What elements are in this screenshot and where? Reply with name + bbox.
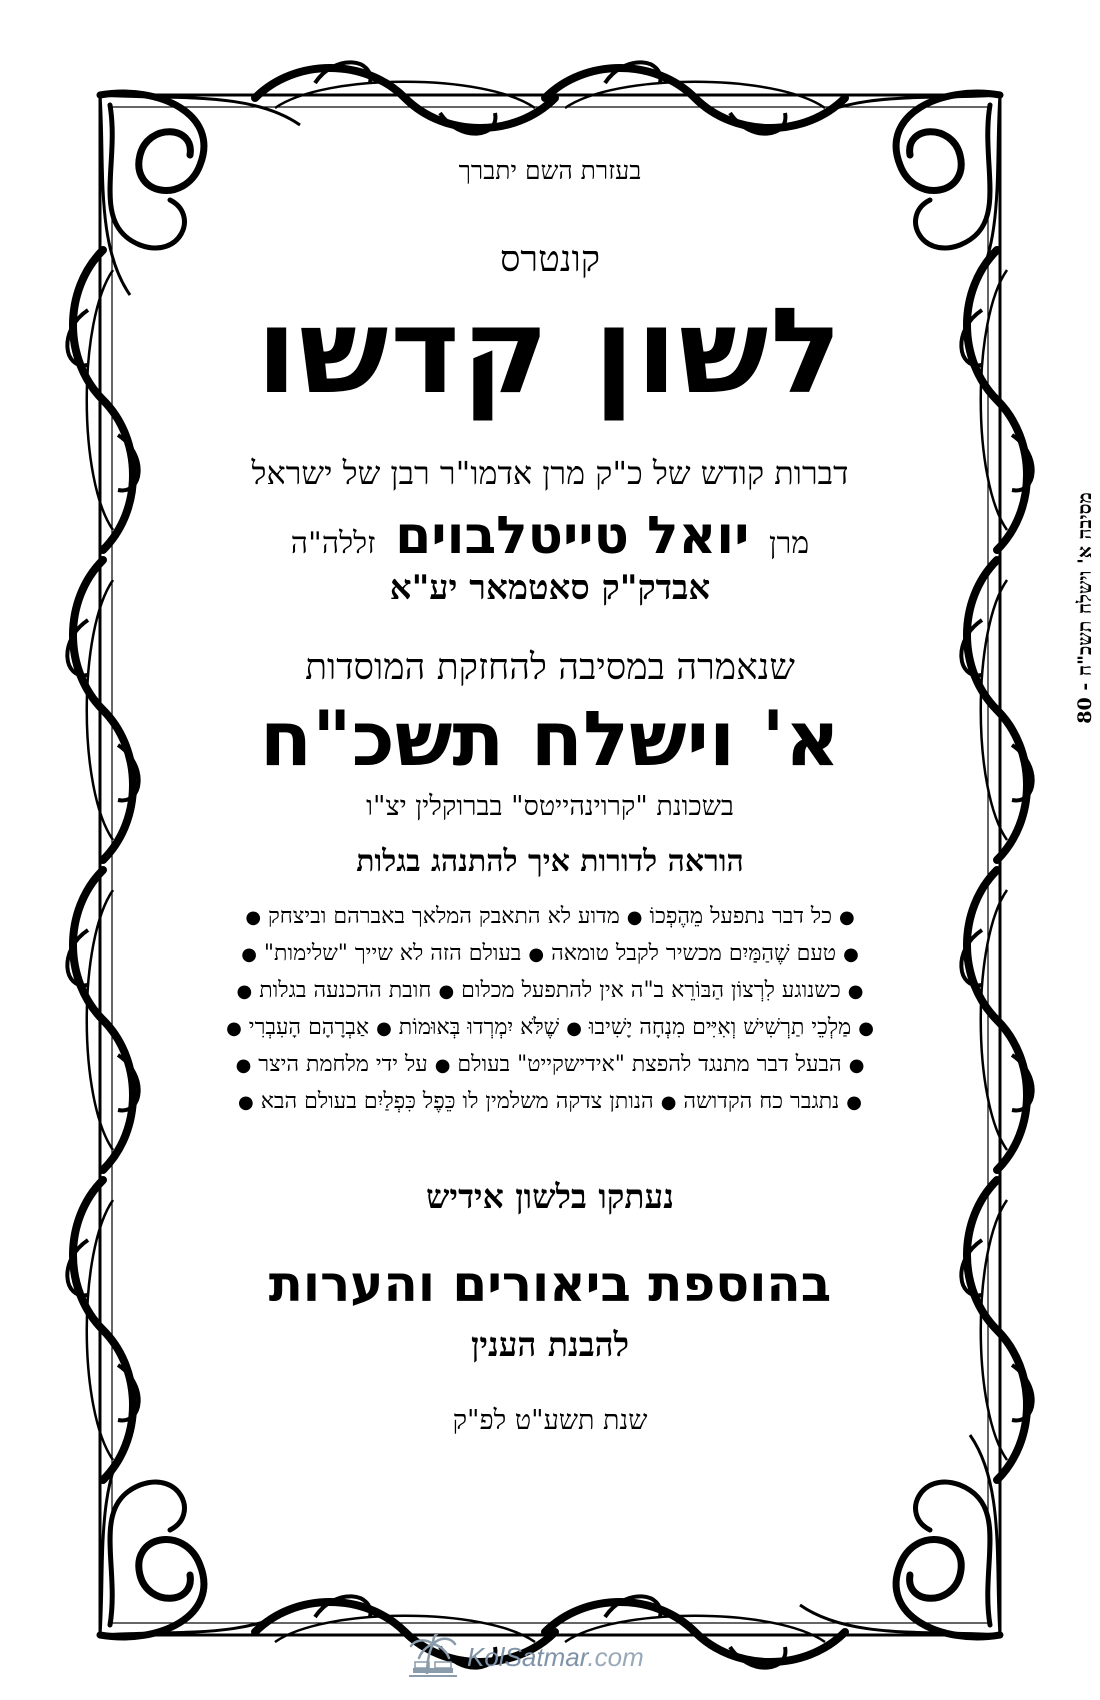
bullet-icon: ● xyxy=(626,906,643,928)
watermark-text xyxy=(467,1642,644,1673)
bullet-icon: ● xyxy=(376,1017,392,1039)
occasion-location: בשכונת "קרוינהייטס" בברוקלין יצ"ו xyxy=(366,790,734,822)
topic-item: הנותן צדקה משלמין לו כֵּפֶל כִּפְלַיִם בעולם הבא xyxy=(260,1088,654,1114)
book-title: לשון קדשו xyxy=(256,282,844,420)
topic-item: מַלְכֵי תַרְשִׁישׁ וְאִיִּים מִנְחָה יָשִׁיבוּ xyxy=(588,1014,852,1040)
blessing-line: בעזרת השם יתברך xyxy=(458,156,642,185)
bullet-icon: ● xyxy=(236,980,253,1002)
bullet-icon: ● xyxy=(660,1091,677,1113)
topic-item: שֶׁלֹּא יִמְרְדוּ בְּאוּמוֹת xyxy=(398,1014,560,1040)
bullet-icon: ● xyxy=(528,943,545,965)
bullet-icon: ● xyxy=(858,1017,874,1039)
bullet-icon: ● xyxy=(438,980,455,1002)
speaker-prefix: מרן xyxy=(769,525,810,561)
topic-item: טעם שֶׁהַמַּיִם מכשיר לקבל טומאה xyxy=(551,940,837,966)
palm-tree-books-logo-icon xyxy=(405,1634,461,1680)
understanding-line: להבנת הענין xyxy=(470,1324,630,1364)
topic-row xyxy=(175,1010,925,1047)
bullet-icon: ● xyxy=(848,1054,865,1076)
kuntres-label: קונטרס xyxy=(499,239,601,280)
bullet-icon: ● xyxy=(838,906,855,928)
bullet-icon: ● xyxy=(226,1017,242,1039)
bullet-icon: ● xyxy=(237,1091,254,1113)
bullet-icon: ● xyxy=(241,943,257,965)
topic-item: חובת ההכנעה בגלות xyxy=(259,977,432,1003)
topic-item: על ידי מלחמת היצר xyxy=(258,1051,428,1077)
topics-list xyxy=(175,899,925,1121)
topic-item: כל דבר נתפעל מֵהֶפְכוֹ xyxy=(649,903,832,929)
watermark xyxy=(405,1634,644,1680)
bullet-icon: ● xyxy=(245,906,262,928)
topic-row xyxy=(175,973,925,1010)
occasion-date: א' וישלח תשכ"ח xyxy=(259,693,841,783)
translation-note: נעתקו בלשון אידיש xyxy=(426,1176,674,1216)
additions-heading: בהוספת ביאורים והערות xyxy=(268,1254,832,1313)
topic-item: הבעל דבר מתנגד להפצת "אידישקייט" בעולם xyxy=(457,1051,842,1077)
topic-item: אַבְרָהָם הָעִבְרִי xyxy=(248,1014,370,1040)
topic-item: כשנוגע לִרְצוֹן הַבּוֹרֵא ב"ה אין להתפעל מכלום xyxy=(461,977,841,1003)
topic-item: בעולם הזה לא שייך "שלימות" xyxy=(263,940,522,966)
bullet-icon: ● xyxy=(434,1054,451,1076)
topic-item: נתגבר כח הקדושה xyxy=(683,1088,840,1114)
bullet-icon: ● xyxy=(846,1091,863,1113)
bullet-icon: ● xyxy=(566,1017,582,1039)
speaker-name-row xyxy=(175,506,925,566)
occasion-line: שנאמרה במסיבה להחזקת המוסדות xyxy=(305,646,795,688)
instruction-heading: הוראה לדורות איך להתנהג בגלות xyxy=(356,843,744,879)
topic-item: מדוע לא התאבק המלאך באברהם וביצחק xyxy=(268,903,620,929)
topic-row xyxy=(175,936,925,973)
title-page-content xyxy=(175,148,925,1436)
watermark-brand: KolSatmar xyxy=(467,1641,588,1672)
topic-row xyxy=(175,1084,925,1121)
speaker-suffix: זללה"ה xyxy=(290,525,376,561)
topic-row xyxy=(175,1047,925,1084)
bullet-icon: ● xyxy=(235,1054,252,1076)
topic-row xyxy=(175,899,925,936)
speaker-name: יואל טייטלבוים xyxy=(395,505,750,566)
watermark-domain: .com xyxy=(587,1641,644,1672)
speaker-title: אבדק"ק סאטמאר יע"א xyxy=(389,567,711,608)
publication-year: שנת תשע"ט לפ"ק xyxy=(452,1404,648,1436)
speaker-line: דברות קודש של כ"ק מרן אדמו"ר רבן של ישראל xyxy=(251,453,849,492)
bullet-icon: ● xyxy=(847,980,864,1002)
bullet-icon: ● xyxy=(843,943,859,965)
side-page-caption: מסיבה א' וישלח תשכ"ח - 80 xyxy=(1074,492,1096,724)
